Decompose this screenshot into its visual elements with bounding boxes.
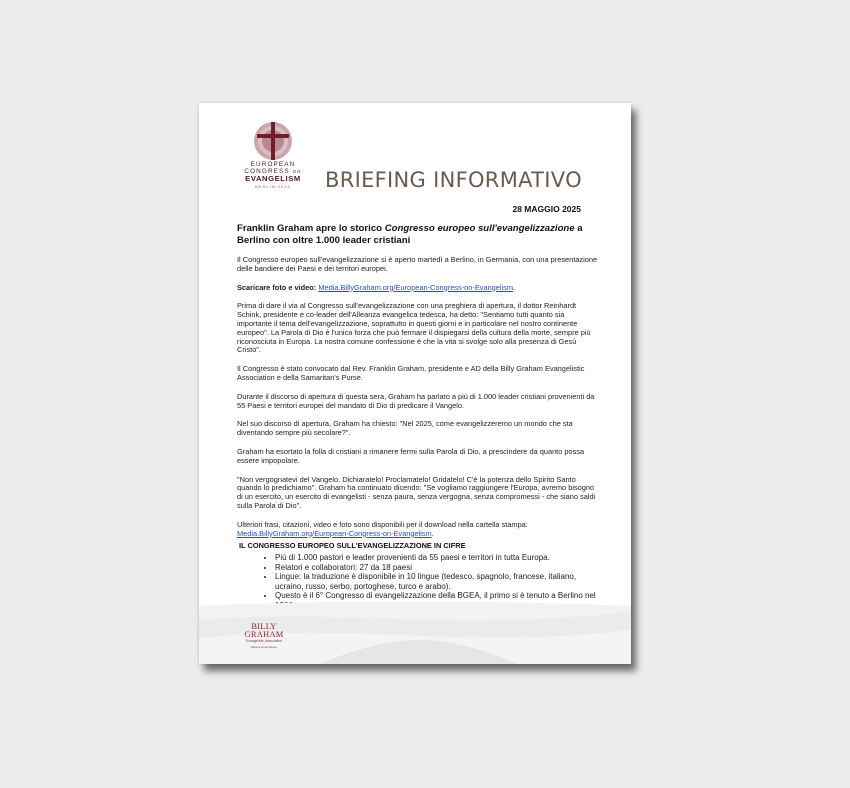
page-title: BRIEFING INFORMATIVO [325, 168, 582, 192]
release-date: 28 MAGGIO 2025 [512, 204, 581, 214]
logo-line-european: EUROPEAN [250, 161, 296, 168]
paragraph-download: Scaricare foto e video: Media.BillyGraham.org/European-Congress-on-Evangelism. [237, 282, 516, 292]
logo-association: Evangelistic Association [245, 639, 283, 643]
list-item: • Più di 1.000 pastori e leader provenienti da 55 paesi e territori in tutta Europa. [275, 553, 599, 563]
list-item: • Questo è il 6° Congresso di evangelizzazione della BGEA, il primo si è tenuto a Berlino nel [275, 591, 599, 610]
paragraph-9-end: . [431, 528, 434, 538]
paragraph-9-text: Ulteriori frasi, citazioni, video e foto sono disponibili per il download nella cartella stampa: [237, 519, 528, 529]
logo-graham: GRAHAM [244, 629, 284, 639]
paragraph-5: Durante il discorso di apertura di questa sera, Graham ha parlato a più di 1.000 leader cristiani provenienti da 55 Paesi e territori europei del mandato di Dio di predicare il Vangelo. [237, 391, 595, 410]
headline-part2: a Berlino con oltre 1.000 leader cristiani [237, 223, 583, 246]
logo-on-word: ON [292, 169, 302, 174]
list-item: • Lingue: la traduzione è disponibile in 10 lingue (tedesco, spagnolo, francese, italiano, ucraino, russo, serbo, portoghese, turco e arabo). [275, 572, 599, 591]
logo-tagline: Always Good News. [250, 645, 278, 649]
document-page [199, 103, 631, 664]
headline-italic: Congresso europeo sull'evangelizzazione [384, 223, 575, 234]
paragraph-3: Prima di dare il via al Congresso sull'evangelizzazione con una preghiera di apertura, il dottor Reinhardt Schink, presidente e co-leader dell'Alleanza evangelica tedesca, ha detto: "Sentiamo tutti quanto sia importante il tema dell'evangelizzazione, soprattutto in questi giorni e in particolare nel nostro continente europeo". La Parola di Dio è l'unica forza che può fermare il dispiegarsi della cultura della morte, sempre più riconosciuta in Europa. La nostra comune confessione è che la vita si svolge solo alla presenza di Gesù Cristo". [237, 301, 591, 355]
headline-part1: Franklin Graham apre lo storico [237, 223, 385, 234]
paragraph-7: Graham ha esortato la folla di cristiani a rimanere fermi sulla Parola di Dio, a prescindere da quanto possa essere impopolare. [237, 446, 585, 465]
download-label: Scaricare foto e video: [237, 282, 319, 292]
logo-line-evangelism: EVANGELISM [245, 174, 301, 183]
headline [237, 223, 597, 246]
paragraph-4: Il Congresso è stato convocato dal Rev. Franklin Graham, presidente e AD della Billy Graham Evangelistic Association e della Samaritan's Purse. [237, 364, 585, 382]
paragraph-1: Il Congresso europeo sull'evangelizzazione si è aperto martedì a Berlino, in Germania, con una presentazione delle bandiere dei Paesi e dei territori europei. [237, 255, 598, 273]
media-link[interactable]: Media.BillyGraham.org/European-Congress-on-Evangelism [318, 282, 514, 292]
event-logo [237, 121, 309, 190]
list-item: • Relatori e collaboratori: 27 da 18 paesi [275, 563, 599, 573]
paragraph-9 [237, 521, 599, 539]
press-kit-link[interactable]: Media.BillyGraham.org/European-Congress-on-Evangelism [237, 528, 432, 538]
body-text [237, 256, 599, 610]
section-title: IL CONGRESSO EUROPEO SULL'EVANGELIZZAZIONE IN CIFRE [239, 541, 466, 551]
logo-line-berlin: BERLIN 2025 [255, 184, 291, 189]
billy-graham-logo [237, 622, 291, 651]
paragraph-6: Nel suo discorso di apertura, Graham ha chiesto: "Nel 2025, come evangelizzeremo un mondo che sta diventando sempre più secolare?". [237, 419, 573, 438]
logo-billy: BILLY [251, 621, 277, 631]
paragraph-8: "Non vergognatevi del Vangelo. Dichiaratelo! Proclamatelo! Gridatelo! C'è la potenza dello Spirito Santo quando lo predichiamo". Graham ha continuato dicendo: "Se vogliamo raggiungere l'Europa, avremo bisogno di un esercito, un esercito di evangelisti - senza paura, senza vergogna, senza compromessi - che siano saldi sulla Parola di Dio". [237, 474, 596, 510]
logo-congress-word: CONGRESS [244, 168, 290, 175]
cross-emblem-icon [253, 121, 293, 161]
